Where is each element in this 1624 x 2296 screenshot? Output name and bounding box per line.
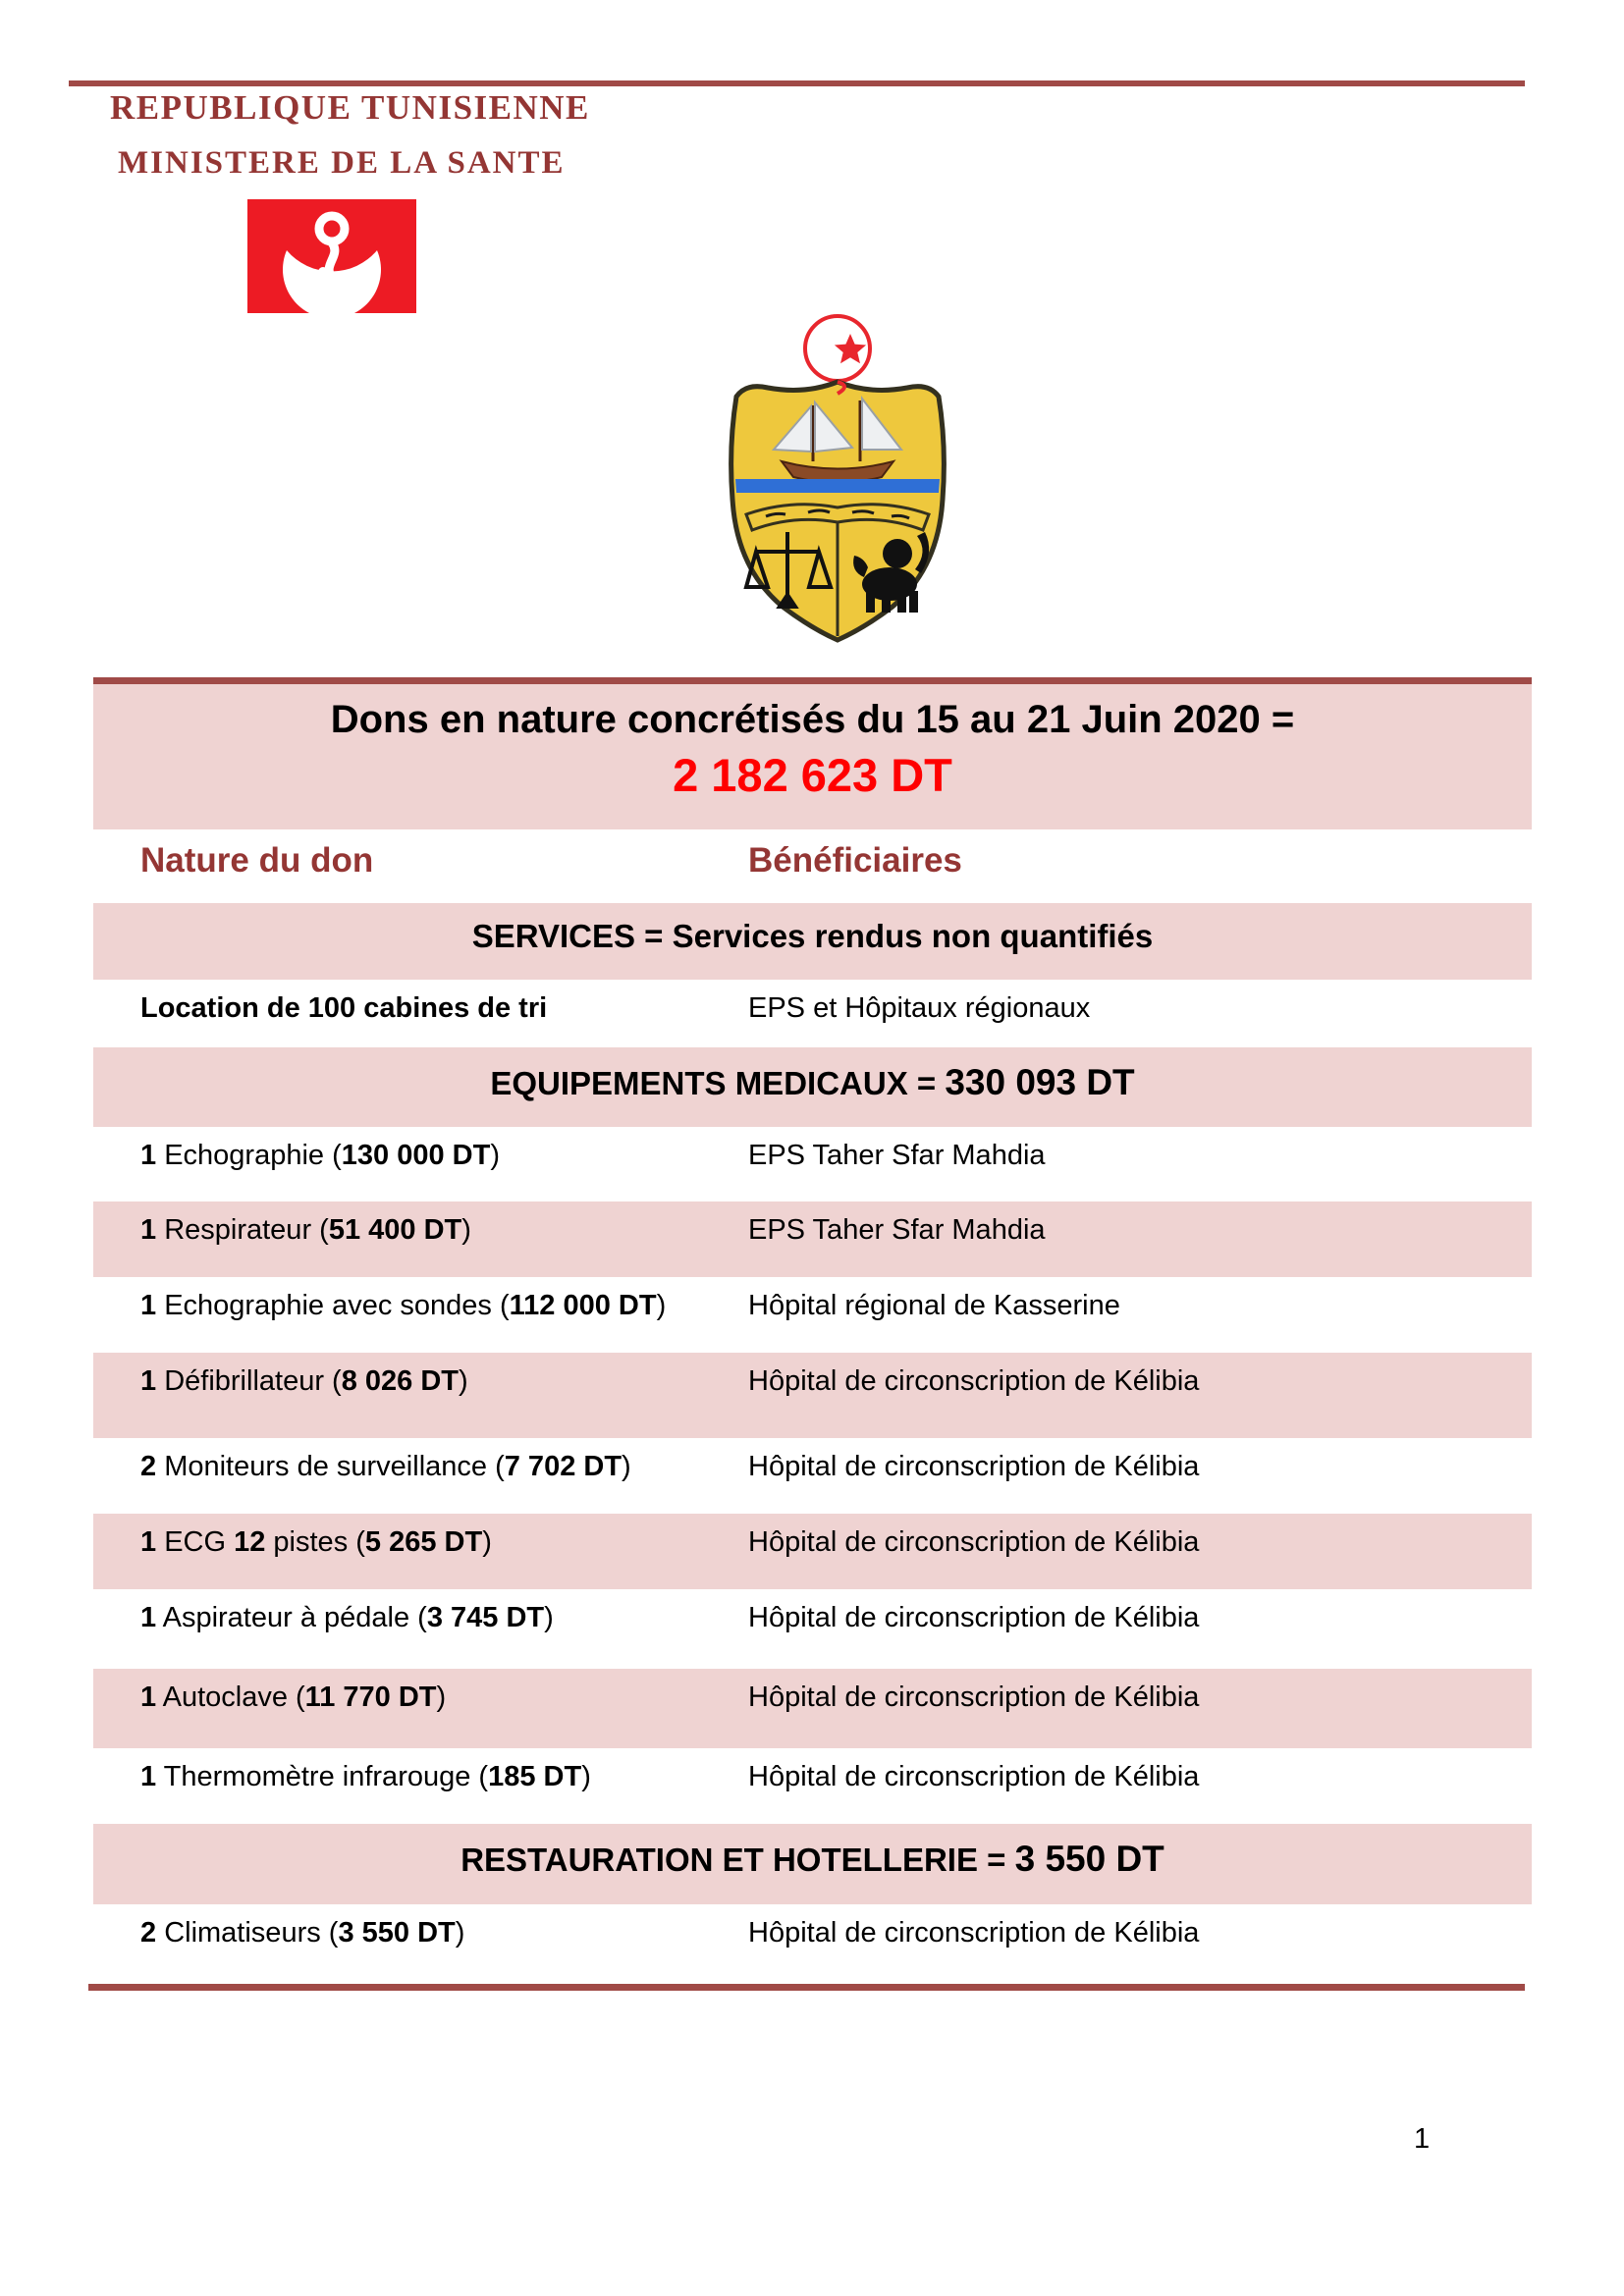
table-row xyxy=(93,1904,1532,1984)
row-nature: 2 Climatiseurs (3 550 DT) xyxy=(140,1917,465,1949)
row-nature: 1 Echographie avec sondes (112 000 DT) xyxy=(140,1290,667,1321)
row-nature: 1 Aspirateur à pédale (3 745 DT) xyxy=(140,1602,554,1633)
row-nature: 2 Moniteurs de surveillance (7 702 DT) xyxy=(140,1451,631,1482)
row-nature: 1 Echographie (130 000 DT) xyxy=(140,1140,500,1171)
section-banner-services: SERVICES = Services rendus non quantifiés xyxy=(93,903,1532,980)
donations-table xyxy=(93,677,1532,1984)
table-row xyxy=(93,1277,1532,1353)
table-row xyxy=(93,1669,1532,1748)
bottom-divider-rule xyxy=(88,1984,1525,1991)
section-banner-restauration: RESTAURATION ET HOTELLERIE = 3 550 DT xyxy=(93,1824,1532,1904)
row-beneficiary: EPS Taher Sfar Mahdia xyxy=(748,1214,1046,1246)
table-row xyxy=(93,1353,1532,1438)
letterhead-ministry: MINISTERE DE LA SANTE xyxy=(118,145,566,181)
row-beneficiary: Hôpital de circonscription de Kélibia xyxy=(748,1602,1200,1633)
row-beneficiary: Hôpital de circonscription de Kélibia xyxy=(748,1451,1200,1482)
row-beneficiary: Hôpital de circonscription de Kélibia xyxy=(748,1917,1200,1949)
column-header-beneficiaries: Bénéficiaires xyxy=(748,841,962,880)
row-beneficiary: Hôpital de circonscription de Kélibia xyxy=(748,1761,1200,1792)
row-beneficiary: Hôpital de circonscription de Kélibia xyxy=(748,1526,1200,1558)
row-nature: 1 Respirateur (51 400 DT) xyxy=(140,1214,471,1246)
tunisia-coat-of-arms-icon xyxy=(715,312,960,646)
table-row xyxy=(93,1514,1532,1589)
section-banner-equipements: EQUIPEMENTS MEDICAUX = 330 093 DT xyxy=(93,1047,1532,1127)
page-number: 1 xyxy=(1414,2123,1431,2155)
row-nature: 1 ECG 12 pistes (5 265 DT) xyxy=(140,1526,492,1558)
row-beneficiary: Hôpital de circonscription de Kélibia xyxy=(748,1365,1200,1397)
row-nature: 1 Défibrillateur (8 026 DT) xyxy=(140,1365,468,1397)
table-row xyxy=(93,1748,1532,1824)
row-beneficiary: EPS Taher Sfar Mahdia xyxy=(748,1140,1046,1171)
letterhead-republic: REPUBLIQUE TUNISIENNE xyxy=(110,88,590,127)
table-row xyxy=(93,1438,1532,1514)
title-total-amount: 2 182 623 DT xyxy=(673,749,952,801)
table-row xyxy=(93,980,1532,1047)
row-nature: 1 Thermomètre infrarouge (185 DT) xyxy=(140,1761,591,1792)
row-nature: 1 Autoclave (11 770 DT) xyxy=(140,1682,447,1713)
row-nature: Location de 100 cabines de tri xyxy=(140,992,548,1024)
column-headers xyxy=(93,829,1532,903)
table-row xyxy=(93,1589,1532,1669)
row-beneficiary: EPS et Hôpitaux régionaux xyxy=(748,992,1091,1024)
row-beneficiary: Hôpital régional de Kasserine xyxy=(748,1290,1120,1321)
title-banner xyxy=(93,677,1532,829)
table-row xyxy=(93,1127,1532,1201)
table-row xyxy=(93,1201,1532,1277)
row-beneficiary: Hôpital de circonscription de Kélibia xyxy=(748,1682,1200,1713)
title-text: Dons en nature concrétisés du 15 au 21 Juin 2020 = xyxy=(330,698,1295,741)
top-divider-rule xyxy=(69,80,1525,86)
column-header-nature: Nature du don xyxy=(140,841,374,880)
ministry-of-health-logo-icon xyxy=(247,199,416,313)
